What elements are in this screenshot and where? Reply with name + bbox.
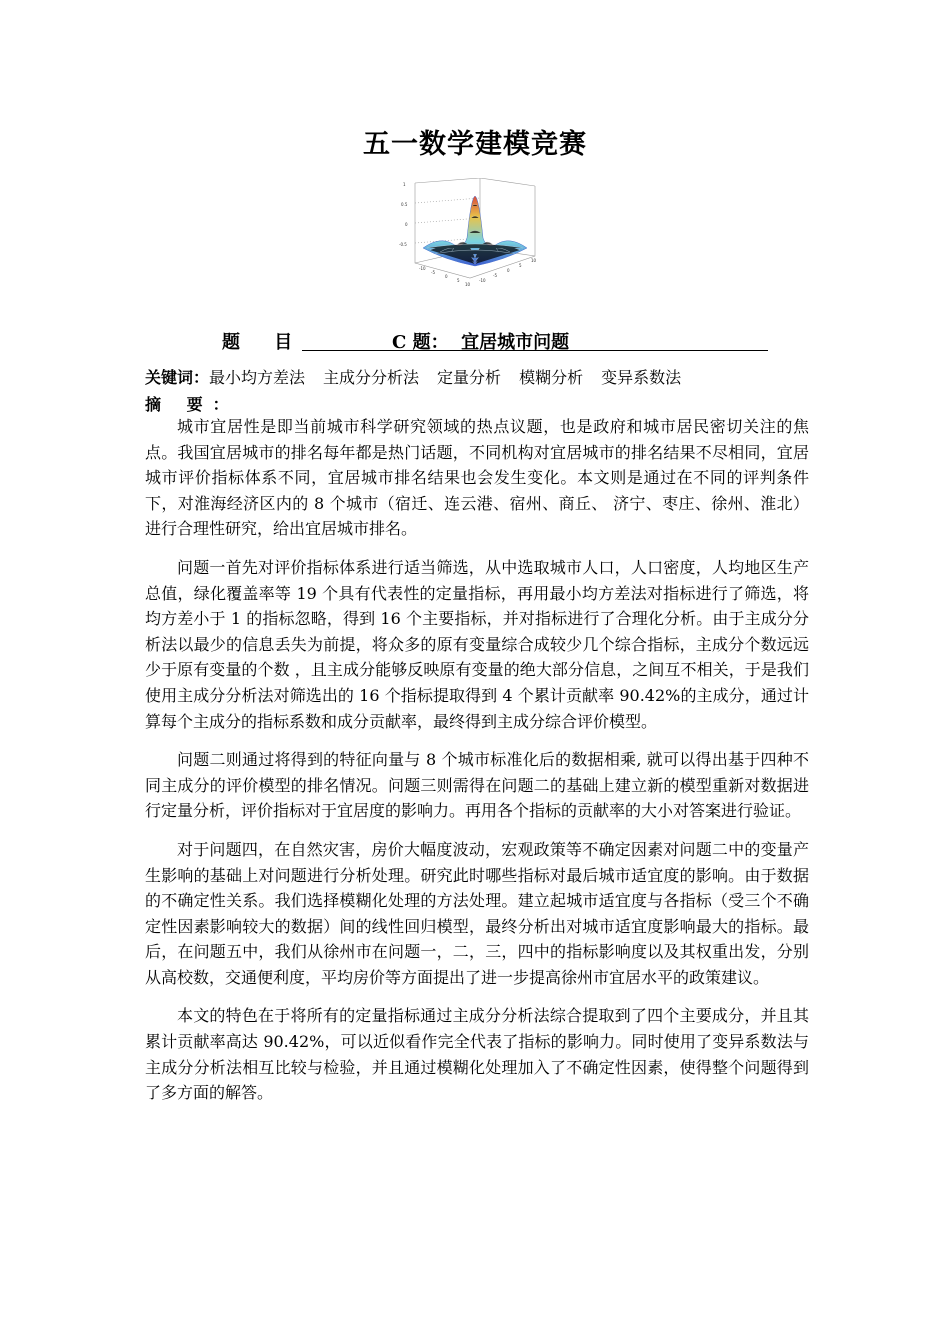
3d-mesh-surface-plot-icon bbox=[395, 178, 555, 303]
page-title: 五一数学建模竞赛 bbox=[363, 129, 587, 160]
x-tick: 10 bbox=[465, 282, 471, 287]
y-tick: 0 bbox=[507, 268, 510, 273]
mesh-surface bbox=[423, 196, 527, 266]
keywords-label: 关键词： bbox=[145, 368, 210, 387]
abstract-paragraph: 问题二则通过将得到的特征向量与 8 个城市标准化后的数据相乘, 就可以得出基于四种不同主成分的评价模型的排名情况。问题三则需得在问题二的基础上建立新的模型重新对数据进行定量分析，评价指标对于宜居度的影响力。再用各个指标的贡献率的大小对答案进行验证。 bbox=[145, 750, 809, 821]
y-tick: -5 bbox=[493, 273, 497, 278]
abstract-paragraph: 对于问题四，在自然灾害，房价大幅度波动，宏观政策等不确定因素对问题二中的变量产生影响的基础上对问题进行分析处理。研究此时哪些指标对最后城市适宜度的影响。由于数据的不确定性关系。我们选择模糊化处理的方法处理。建立起城市适宜度与各指标（受三个不确定性因素影响较大的数据）间的线性回归模型，最终分析出对城市适宜度影响最大的指标。最后，在问题五中，我们从徐州市在问题一，二，三，四中的指标影响度以及其权重出发，分别从高校数，交通便利度，平均房价等方面提出了进一步提高徐州市宜居水平的政策建议。 bbox=[145, 839, 809, 987]
keyword: 定量分析 bbox=[437, 368, 502, 387]
y-tick: 5 bbox=[519, 263, 522, 268]
abstract-paragraph: 本文的特色在于将所有的定量指标通过主成分分析法综合提取到了四个主要成分，并且其累计贡献率高达 90.42%，可以近似看作完全代表了指标的影响力。同时使用了变异系数法与主成分分析法相互比较与检验，并且通过模糊化处理加入了不确定性因素，使得整个问题得到了多方面的解答。 bbox=[145, 1006, 809, 1103]
abstract-paragraph: 城市宜居性是即当前城市科学研究领域的热点议题，也是政府和城市居民密切关注的焦点。我国宜居城市的排名每年都是热门话题，不同机构对宜居城市的排名结果不尽相同，宜居城市评价指标体系不同，宜居城市排名结果也会发生变化。本文则是通过在不同的评判条件下，对淮海经济区内的 8 个城市（宿迁、连云港、宿州、商丘、 济宁、枣庄、徐州、淮北）进行合理性研究，给出宜居城市排名。 bbox=[145, 417, 809, 539]
z-tick: 0.5 bbox=[401, 202, 408, 207]
x-tick: 5 bbox=[457, 278, 460, 283]
topic-row bbox=[222, 328, 752, 354]
abstract-paragraph: 问题一首先对评价指标体系进行适当筛选，从中选取城市人口，人口密度，人均地区生产总值，绿化覆盖率等 19 个具有代表性的定量指标，再用最小均方差法对指标进行了筛选，将均方差小于 1 的指标忽略，得到 16 个主要指标，并对指标进行了合理化分析。由于主成分分析法以最少的信息丢失为前提，将众多的原有变量综合成较少几个综合指标，主成分个数远远少于原有变量的个数 ，且主成分能够反映原有变量的绝大部分信息，之间互不相关，于是我们使用主成分分析法对筛选出的 16 个指标提取得到 4 个累计贡献率 90.42%的主成分，通过计算每个主成分的指标系数和成分贡献率，最终得到主成分综合评价模型。 bbox=[145, 557, 809, 731]
keyword: 最小均方差法 bbox=[209, 368, 306, 387]
keyword: 变异系数法 bbox=[601, 368, 682, 387]
keyword: 模糊分析 bbox=[519, 368, 584, 387]
keyword: 主成分分析法 bbox=[323, 368, 420, 387]
z-tick: -0.5 bbox=[399, 242, 407, 247]
z-tick: 1 bbox=[403, 182, 406, 187]
keywords-line bbox=[145, 365, 699, 388]
topic-title: C 题： 宜居城市问题 bbox=[392, 332, 570, 353]
z-tick: 0 bbox=[405, 222, 408, 227]
y-tick: 10 bbox=[531, 258, 537, 263]
y-tick: -10 bbox=[479, 278, 486, 283]
x-tick: -10 bbox=[419, 266, 426, 271]
abstract-label: 摘 要： bbox=[145, 395, 239, 414]
topic-label: 题 目 bbox=[222, 332, 307, 353]
abstract-body bbox=[145, 414, 809, 1119]
x-tick: -5 bbox=[431, 270, 435, 275]
x-tick: 0 bbox=[445, 274, 448, 279]
